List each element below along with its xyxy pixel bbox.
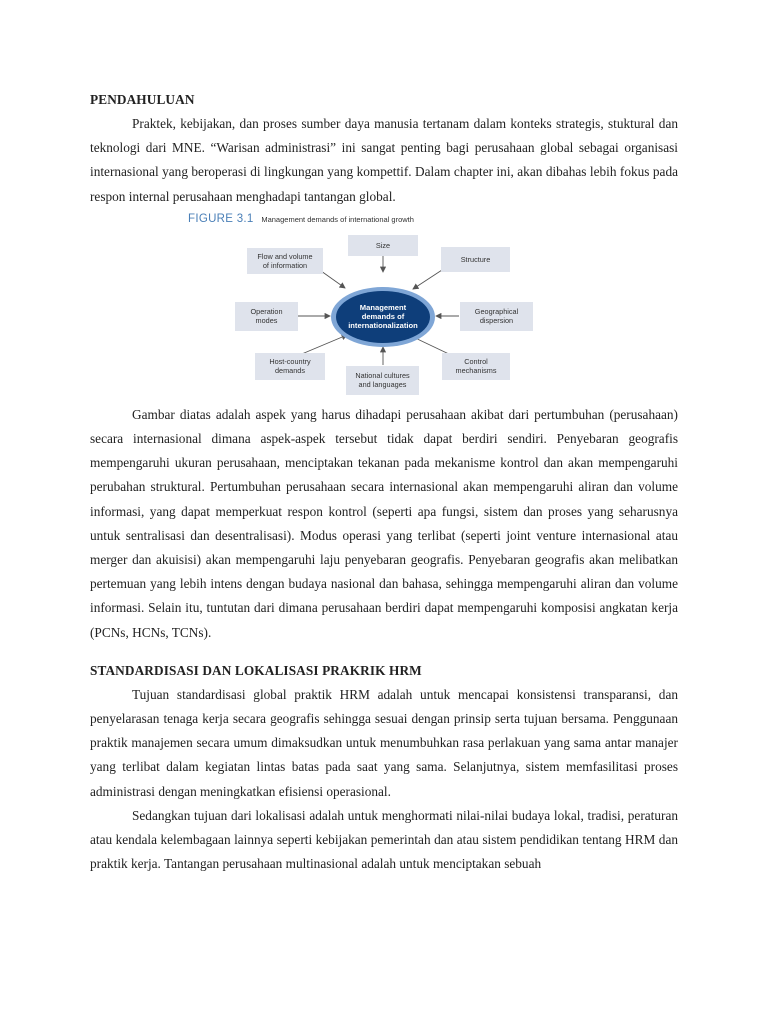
figure-management-demands [90,211,678,399]
standardization-paragraph: Tujuan standardisasi global praktik HRM adalah untuk mencapai konsistensi transparansi, dan penyelarasan tenaga kerja secara geografis sehingga sesuai dengan prinsip serta tujuan bersama. Penggunaan praktik manajemen secara umum dimaksudkan untuk menumbuhkan rasa perlakuan yang sama antar manajer yang terlibat dalam kegiatan lintas batas pada saat yang sama. Selanjutnya, sistem memfasilitasi proses administrasi dengan meningkatkan efisiensi operasional. [90,686,678,799]
box-structure: Structure [441,247,510,272]
box-operation-modes: Operation modes [235,302,298,331]
figure-caption: Management demands of international growth [261,214,414,224]
box-national-cultures: National cultures and languages [346,366,419,395]
document-page [90,88,678,876]
intro-paragraph: Praktek, kebijakan, dan proses sumber daya manusia tertanam dalam konteks strategis, stuktural dan teknologi dari MNE. “Warisan administrasi” ini sangat penting bagi perusahaan global sebagai organisasi internasional yang beroperasi di lingkungan yang kompettif. Dalam chapter ini, akan dibahas lebih fokus pada respon internal perusahaan menghadapi tantangan global. [90,116,678,204]
section-spacer [90,645,678,659]
figure-number: FIGURE 3.1 [188,212,254,225]
section-heading-standardisasi: STANDARDISASI DAN LOKALISASI PRAKRIK HRM [90,662,422,678]
box-geographical-dispersion: Geographical dispersion [460,302,533,331]
box-flow-volume: Flow and volume of information [247,248,323,274]
box-size: Size [348,235,418,256]
box-control-mechanisms: Control mechanisms [442,353,510,380]
center-label: Management demands of internationalization [348,303,418,331]
arrow-structure [413,270,442,289]
figure-explanation-paragraph: Gambar diatas adalah aspek yang harus dihadapi perusahaan akibat dari pertumbuhan (perusahaan) secara internasional dimana aspek-aspek tersebut tidak dapat berdiri sendiri. Penyebaran geografis mempengaruhi ukuran perusahaan, menciptakan tekanan pada mekanisme kontrol dan akan mempengaruhi perubahan struktural. Pertumbuhan perusahaan secara internasional akan mempengaruhi aliran dan volume informasi, yang dapat memperkuat respon kontrol (seperti apa fungsi, sistem dan proses yang seharusnya untuk sentralisasi dan desentralisasi). Modus operasi yang terlibat (seperti joint venture internasional atau merger dan akuisisi) akan mempengaruhi laju penyebaran geografis. Penyebaran geografis akan melibatkan pertemuan yang lebih intens dengan budaya nasional dan bahasa, sehingga mempengaruhi aliran dan volume informasi. Selain itu, tuntutan dari dimana perusahaan berdiri dapat mempengaruhi komposisi angkatan kerja (PCNs, HCNs, TCNs). [90,406,678,640]
box-host-country-demands: Host-country demands [255,353,325,380]
section-heading-pendahuluan: PENDAHULUAN [90,92,195,107]
localization-paragraph: Sedangkan tujuan dari lokalisasi adalah untuk menghormati nilai-nilai budaya lokal, tradisi, peraturan atau kendala kelembagaan lainnya seperti kebijakan pemerintah dan atau sistem pendidikan tentang HRM dan praktik kerja. Tantangan perusahaan multinasional adalah untuk menciptakan sebuah [90,807,678,872]
